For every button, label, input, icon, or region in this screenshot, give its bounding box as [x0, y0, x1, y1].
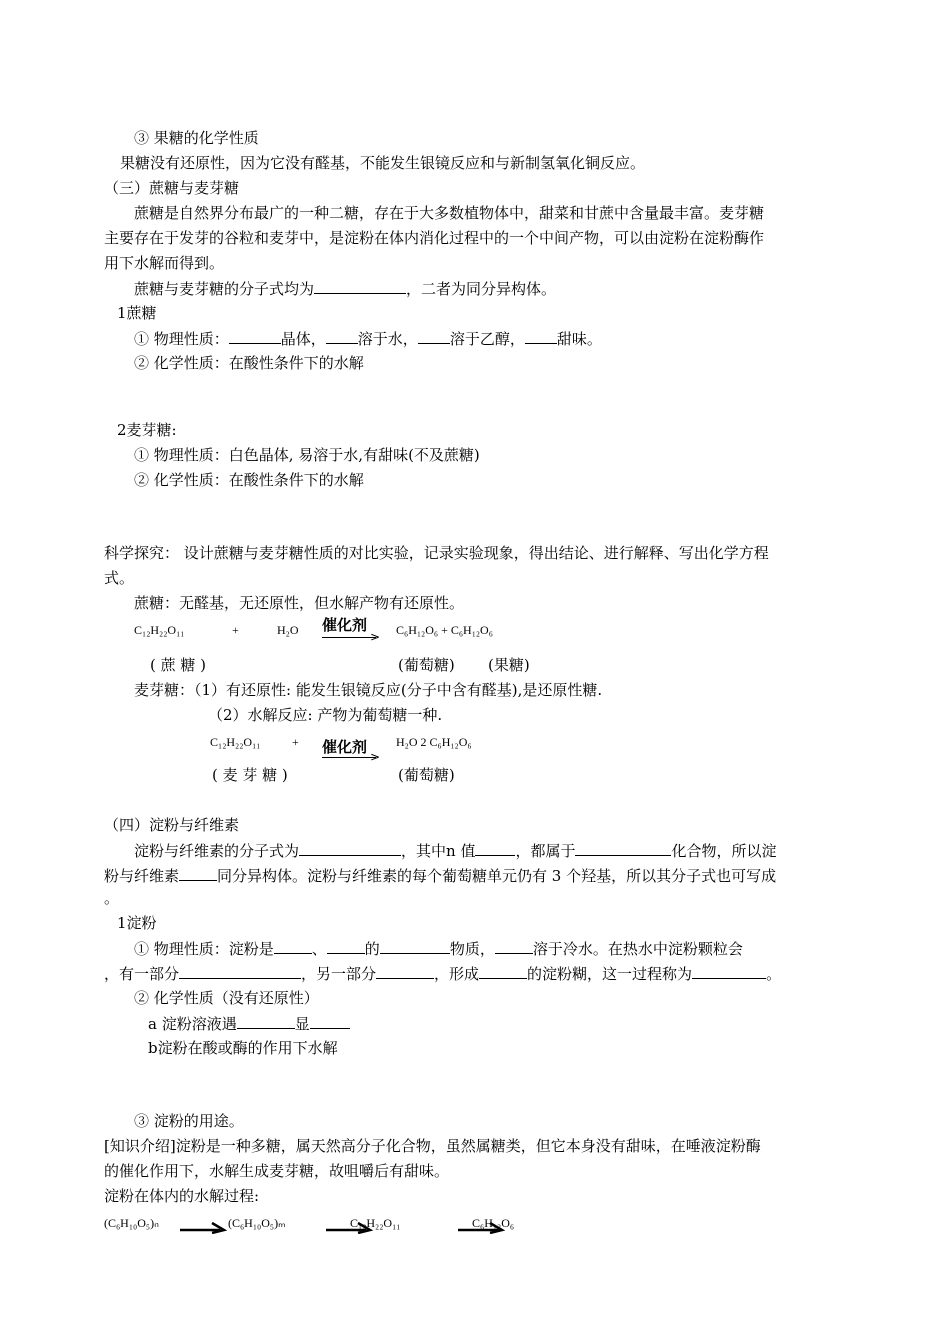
fill-blank[interactable]	[418, 328, 450, 344]
text-segment: ① 物理性质：	[134, 330, 229, 348]
text-line: (葡萄糖)	[398, 656, 455, 674]
text-line: (葡萄糖)	[398, 766, 455, 784]
subheading: 2麦芽糖:	[117, 421, 177, 439]
text-line: ( 麦 芽 糖 )	[212, 766, 288, 784]
text-segment: 溶于冷水。在热水中淀粉颗粒会	[532, 940, 743, 958]
text-line: ③ 淀粉的用途。	[134, 1112, 244, 1130]
text-line	[104, 865, 776, 886]
text-segment: 溶于乙醇，	[449, 330, 525, 348]
fill-blank[interactable]	[299, 840, 401, 856]
text-line: 蔗糖：无醛基，无还原性，但水解产物有还原性。	[134, 594, 465, 612]
catalyst-label: 催化剂	[322, 616, 368, 634]
text-line: ( 蔗 糖 )	[150, 656, 207, 674]
fill-blank[interactable]	[376, 963, 434, 979]
arrow-head-icon: >	[370, 630, 381, 644]
formula-glucose: C₆H₁₂O₆	[472, 1216, 515, 1230]
text-segment: ，有一部分	[104, 965, 180, 983]
reaction-arrow	[322, 637, 376, 638]
text-segment: ，另一部分	[301, 965, 377, 983]
text-line	[134, 938, 743, 959]
formula-sucrose: C₁₂H₂₂O₁₁	[134, 623, 185, 637]
text-segment: ，都属于	[515, 842, 576, 860]
bold-arrow-icon	[180, 1220, 228, 1234]
text-segment: 的	[364, 940, 380, 958]
text-segment: 粉与纤维素	[104, 867, 180, 885]
fill-blank[interactable]	[525, 328, 557, 344]
fill-blank[interactable]	[274, 938, 312, 954]
fill-blank[interactable]	[692, 963, 766, 979]
reaction-arrow	[322, 757, 376, 758]
text-segment: 显	[294, 1015, 310, 1033]
arrow-head-icon: >	[370, 750, 381, 764]
text-line: 蔗糖是自然界分布最广的一种二糖，存在于大多数植物体中，甜菜和甘蔗中含量最丰富。麦芽糖	[134, 204, 765, 222]
formula-products: H₂O 2 C₆H₁₂O₆	[396, 735, 472, 749]
text-segment: 物质，	[449, 940, 495, 958]
catalyst-label: 催化剂	[322, 738, 368, 756]
formula-plus: +	[292, 735, 299, 749]
fill-blank[interactable]	[495, 938, 533, 954]
text-line: 科学探究： 设计蔗糖与麦芽糖性质的对比实验，记录实验现象，得出结论、进行解释、写出化学方程	[104, 544, 769, 562]
subheading: 1蔗糖	[117, 304, 157, 322]
text-line: ③ 果糖的化学性质	[134, 129, 259, 147]
formula-maltose: C₁₂H₂₂O₁₁	[350, 1216, 401, 1230]
fill-blank[interactable]	[575, 840, 671, 856]
formula-starch: (C₆H₁₀O₅)ₙ	[104, 1216, 159, 1230]
text-segment: 。	[766, 965, 782, 983]
text-line: 。	[104, 889, 120, 907]
text-line: ② 化学性质：在酸性条件下的水解	[134, 471, 364, 489]
fill-blank[interactable]	[310, 1013, 350, 1029]
text-line: ① 物理性质：白色晶体, 易溶于水,有甜味(不及蔗糖)	[134, 446, 480, 464]
text-line: 式。	[104, 569, 135, 587]
fill-blank[interactable]	[237, 1013, 295, 1029]
text-segment: 、	[311, 940, 327, 958]
fill-blank[interactable]	[380, 938, 450, 954]
text-segment: 同分异构体。淀粉与纤维素的每个葡萄糖单元仍有 3 个羟基，所以其分子式也可写成	[217, 867, 777, 885]
fill-blank[interactable]	[479, 963, 527, 979]
fill-blank[interactable]	[327, 938, 365, 954]
text-line: [知识介绍]淀粉是一种多糖，属天然高分子化合物，虽然属糖类，但它本身没有甜味，在唾液淀粉酶	[104, 1137, 761, 1155]
text-segment: 的淀粉糊，这一过程称为	[527, 965, 693, 983]
text-line	[148, 1013, 350, 1034]
text-segment: 蔗糖与麦芽糖的分子式均为	[134, 280, 315, 298]
text-line: 淀粉在体内的水解过程:	[104, 1187, 260, 1205]
text-line: 主要存在于发芽的谷粒和麦芽中，是淀粉在体内消化过程中的一个中间产物，可以由淀粉在淀粉酶作	[104, 229, 765, 247]
text-line: ② 化学性质：在酸性条件下的水解	[134, 354, 364, 372]
text-segment: 化合物，所以淀	[671, 842, 777, 860]
text-segment: ① 物理性质：淀粉是	[134, 940, 274, 958]
text-segment: ，二者为同分异构体。	[406, 280, 557, 298]
text-line: 的催化作用下，水解生成麦芽糖，故咀嚼后有甜味。	[104, 1162, 450, 1180]
text-line	[134, 278, 556, 299]
text-line	[134, 328, 602, 349]
fill-blank[interactable]	[326, 328, 358, 344]
fill-blank[interactable]	[475, 840, 515, 856]
section-heading: （四）淀粉与纤维素	[104, 816, 240, 834]
formula-products: C₆H₁₂O₆ + C₆H₁₂O₆	[396, 623, 493, 637]
text-segment: 晶体，	[280, 330, 326, 348]
text-segment: a 淀粉溶液遇	[148, 1015, 237, 1033]
text-line: 果糖没有还原性，因为它没有醛基，不能发生银镜反应和与新制氢氧化铜反应。	[120, 154, 646, 172]
text-line: (果糖)	[488, 656, 530, 674]
text-segment: ，形成	[434, 965, 480, 983]
formula-plus: +	[232, 623, 239, 637]
formula-maltose: C₁₂H₂₂O₁₁	[210, 735, 261, 749]
section-heading: （三）蔗糖与麦芽糖	[104, 179, 240, 197]
text-segment: 甜味。	[556, 330, 602, 348]
text-line	[104, 963, 781, 984]
text-line: 麦芽糖：（1）有还原性: 能发生银镜反应(分子中含有醛基),是还原性糖.	[134, 681, 603, 699]
formula-dextrin: (C₆H₁₀O₅)ₘ	[228, 1216, 286, 1230]
text-line: ② 化学性质（没有还原性）	[134, 989, 319, 1007]
text-line: b淀粉在酸或酶的作用下水解	[148, 1039, 338, 1057]
fill-blank[interactable]	[229, 328, 281, 344]
text-line: 用下水解而得到。	[104, 254, 225, 272]
text-segment: 溶于水，	[357, 330, 418, 348]
subheading: 1淀粉	[117, 914, 157, 932]
fill-blank[interactable]	[179, 963, 301, 979]
text-line: （2）水解反应: 产物为葡萄糖一种.	[208, 706, 443, 724]
formula-water: H₂O	[277, 623, 299, 637]
fill-blank[interactable]	[314, 278, 406, 294]
text-segment: 淀粉与纤维素的分子式为	[134, 842, 300, 860]
text-segment: ，其中n 值	[401, 842, 476, 860]
text-line	[134, 840, 776, 861]
fill-blank[interactable]	[179, 865, 217, 881]
